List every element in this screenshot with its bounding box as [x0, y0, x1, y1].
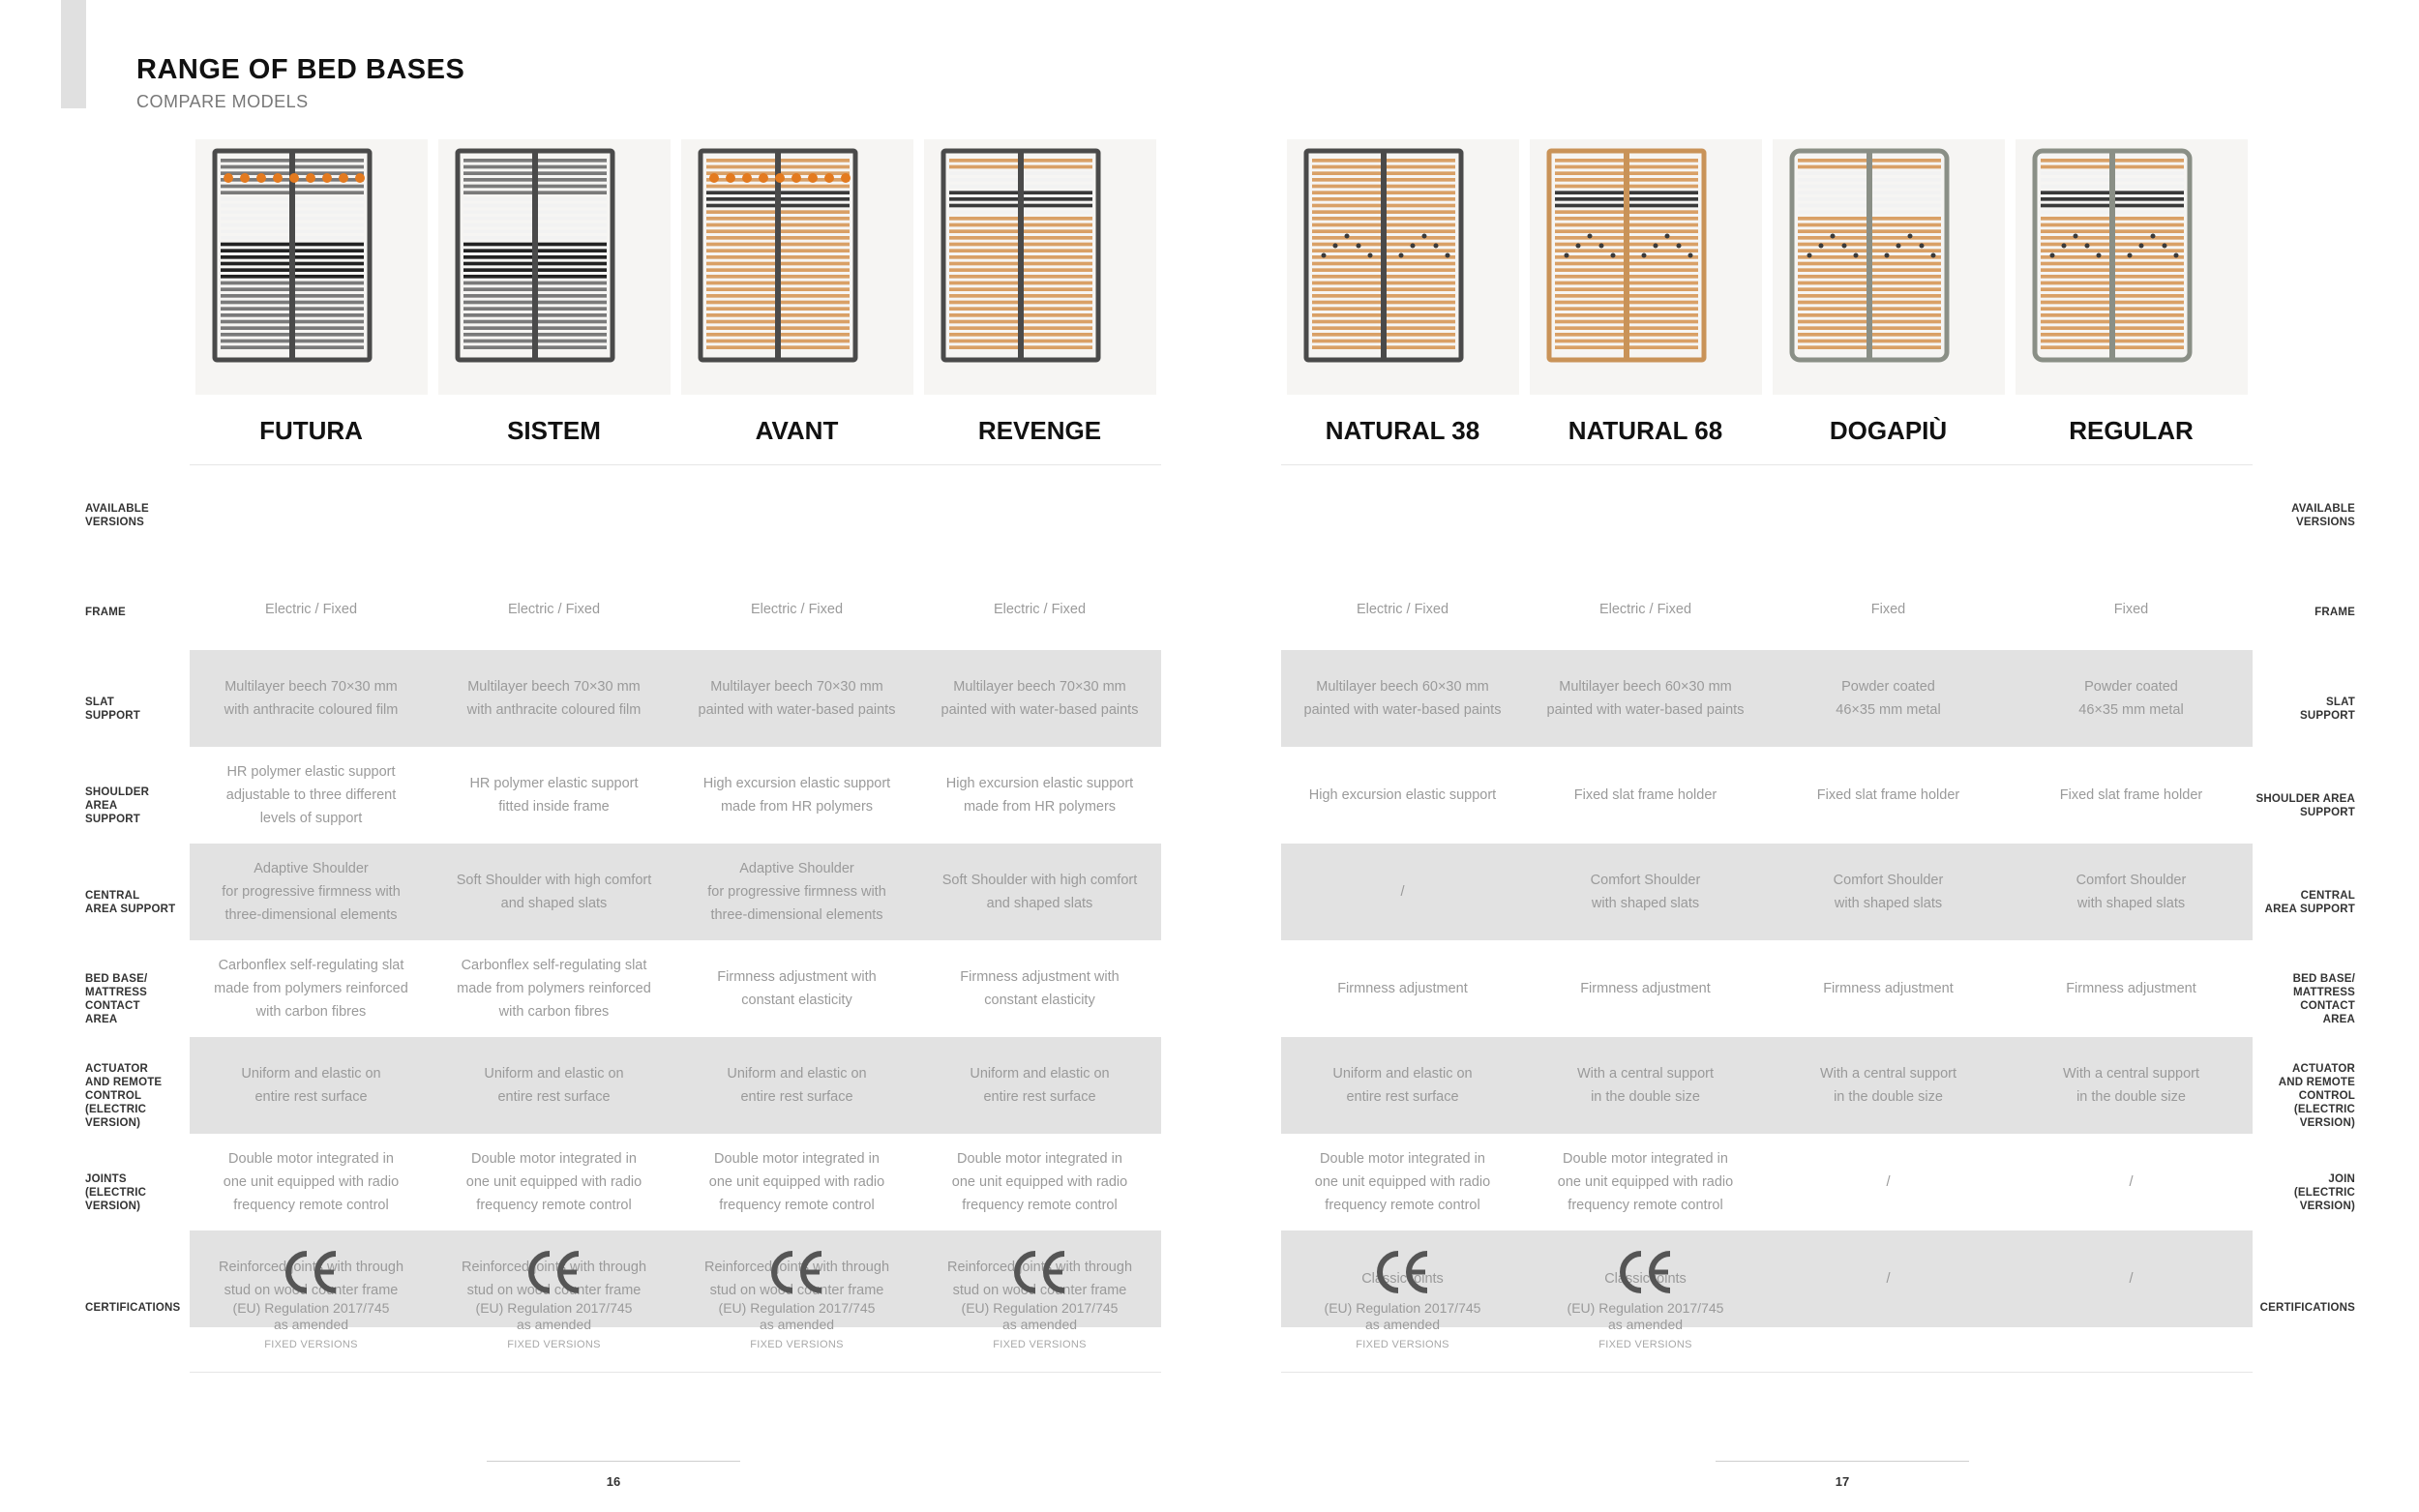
row-label-right: CERTIFICATIONS	[2259, 1302, 2355, 1314]
row-label-left: BED BASE/ MATTRESS CONTACT AREA	[85, 973, 148, 1025]
spec-row	[190, 561, 1161, 658]
spec-cell: Uniform and elastic on entire rest surface	[484, 1066, 624, 1105]
bed-base-illustration	[1287, 139, 1519, 395]
bed-base-image	[924, 139, 1156, 395]
spec-cell: Double motor integrated in one unit equipped with radio frequency remote control	[951, 1151, 1128, 1213]
footer-rule-left	[487, 1461, 740, 1462]
spec-cell: With a central support in the double size	[1819, 1066, 1957, 1105]
spec-cell: Comfort Shoulder with shaped slats	[1590, 873, 1701, 911]
bed-base-image	[1287, 139, 1519, 395]
bed-base-image	[681, 139, 913, 395]
spec-cell: /	[1400, 884, 1405, 900]
certification-note: FIXED VERSIONS	[750, 1339, 844, 1350]
spec-cell: Firmness adjustment with constant elasticity	[960, 969, 1120, 1008]
spec-cell: Reinforced joints with through stud on wood counter frame	[218, 1260, 404, 1298]
page-number-left: 16	[606, 1474, 621, 1489]
model-name: DOGAPIÙ	[1829, 416, 1948, 445]
spec-cell: Fixed slat frame holder	[1816, 787, 1960, 803]
bed-base-illustration	[2016, 139, 2248, 395]
product-image-row	[190, 135, 1161, 399]
row-label-left: AVAILABLE VERSIONS	[85, 503, 149, 528]
spec-cell: Double motor integrated in one unit equipped with radio frequency remote control	[465, 1151, 642, 1213]
spec-cell: Uniform and elastic on entire rest surface	[970, 1066, 1110, 1105]
certification-note: FIXED VERSIONS	[1598, 1339, 1692, 1350]
spec-cell: /	[1886, 1271, 1891, 1287]
spec-cell: With a central support in the double size	[2062, 1066, 2200, 1105]
spec-row	[1281, 1134, 2253, 1230]
header-divider	[190, 464, 1161, 465]
spec-cell: Reinforced joints with through stud on wood counter frame	[946, 1260, 1133, 1298]
model-name-row	[190, 406, 1161, 464]
spec-cell: Classic joints	[1361, 1271, 1444, 1287]
spec-cell: Firmness adjustment	[1580, 981, 1711, 996]
spec-row	[1281, 844, 2253, 940]
row-label-left: FRAME	[85, 607, 126, 618]
spec-row	[1281, 747, 2253, 844]
spec-cell: /	[2129, 1174, 2134, 1190]
certification-cell	[675, 1248, 918, 1350]
spec-cell: Firmness adjustment	[2066, 981, 2196, 996]
certification-note: FIXED VERSIONS	[264, 1339, 358, 1350]
spec-cell: High excursion elastic support made from HR polymers	[702, 776, 891, 815]
certification-cell	[190, 1248, 433, 1350]
spec-cell: Fixed	[1870, 602, 1906, 617]
spec-row	[190, 747, 1161, 844]
bed-base-illustration	[924, 139, 1156, 395]
model-name: NATURAL 38	[1325, 416, 1480, 445]
spec-cell: Electric / Fixed	[507, 602, 601, 617]
certification-regulation: (EU) Regulation 2017/745 as amended	[475, 1300, 633, 1332]
spec-cell: Uniform and elastic on entire rest surface	[241, 1066, 381, 1105]
header-divider	[1281, 464, 2253, 465]
bed-base-illustration	[1773, 139, 2005, 395]
spec-cell: High excursion elastic support	[1308, 787, 1497, 803]
spec-cell: Double motor integrated in one unit equipped with radio frequency remote control	[1314, 1151, 1491, 1213]
certification-cell	[918, 1248, 1161, 1350]
spec-row	[190, 1134, 1161, 1230]
spec-cell: /	[1886, 1174, 1891, 1190]
ce-mark-icon	[282, 1248, 342, 1296]
ce-mark-icon	[1010, 1248, 1070, 1296]
spec-cell: Multilayer beech 60×30 mm painted with water-based paints	[1303, 679, 1502, 718]
ce-mark-icon	[1616, 1248, 1676, 1296]
row-label-left: CENTRAL AREA SUPPORT	[85, 890, 176, 915]
page-title: RANGE OF BED BASES	[136, 54, 465, 85]
spec-cell: Electric / Fixed	[264, 602, 358, 617]
spec-cell: Electric / Fixed	[1598, 602, 1692, 617]
spec-cell: Multilayer beech 70×30 mm painted with water-based paints	[698, 679, 896, 718]
bed-base-image	[1530, 139, 1762, 395]
row-label-left: ACTUATOR AND REMOTE CONTROL (ELECTRIC VERSION)	[85, 1063, 163, 1129]
spec-cell: Multilayer beech 60×30 mm painted with water-based paints	[1546, 679, 1745, 718]
bed-base-image	[1773, 139, 2005, 395]
model-name: AVANT	[755, 416, 839, 445]
certification-note: FIXED VERSIONS	[507, 1339, 601, 1350]
spec-cell: Firmness adjustment	[1337, 981, 1468, 996]
spec-cell: Fixed slat frame holder	[1573, 787, 1717, 803]
certification-divider	[1281, 1372, 2253, 1373]
bed-base-illustration	[438, 139, 671, 395]
bed-base-image	[2016, 139, 2248, 395]
page-subtitle: COMPARE MODELS	[136, 92, 309, 111]
spec-cell: Double motor integrated in one unit equipped with radio frequency remote control	[1557, 1151, 1734, 1213]
row-label-right: SHOULDER AREA SUPPORT	[2255, 793, 2355, 818]
spec-cell: Multilayer beech 70×30 mm painted with water-based paints	[941, 679, 1139, 718]
product-image-row	[1281, 135, 2253, 399]
bed-base-image	[438, 139, 671, 395]
spec-cell: Soft Shoulder with high comfort and shaped slats	[456, 873, 652, 911]
spec-cell: Comfort Shoulder with shaped slats	[2076, 873, 2187, 911]
spec-cell: Powder coated 46×35 mm metal	[1836, 679, 1941, 718]
page-number-right: 17	[1835, 1474, 1850, 1489]
spec-cell: Comfort Shoulder with shaped slats	[1833, 873, 1944, 911]
spec-cell: Reinforced joints with through stud on wood counter frame	[461, 1260, 647, 1298]
certification-cell	[1281, 1248, 1524, 1350]
spec-row	[190, 844, 1161, 940]
spec-cell: HR polymer elastic support adjustable to three different levels of support	[225, 764, 397, 826]
spec-row	[1281, 940, 2253, 1037]
spec-cell: Fixed slat frame holder	[2059, 787, 2203, 803]
spec-cell: Double motor integrated in one unit equipped with radio frequency remote control	[708, 1151, 885, 1213]
spec-cell: Reinforced joints with through stud on wood counter frame	[703, 1260, 890, 1298]
ce-mark-icon	[767, 1248, 827, 1296]
spec-cell: HR polymer elastic support fitted inside frame	[469, 776, 639, 815]
row-label-right: ACTUATOR AND REMOTE CONTROL (ELECTRIC VERSION)	[2278, 1063, 2355, 1129]
model-name-row	[1281, 406, 2253, 464]
certification-regulation: (EU) Regulation 2017/745 as amended	[961, 1300, 1119, 1332]
spec-row	[1281, 561, 2253, 658]
spec-cell: Soft Shoulder with high comfort and shaped slats	[941, 873, 1138, 911]
row-label-left: SLAT SUPPORT	[85, 697, 140, 722]
spec-cell: Multilayer beech 70×30 mm with anthracite coloured film	[466, 679, 642, 718]
certification-cell	[433, 1248, 675, 1350]
spec-cell: Firmness adjustment with constant elasticity	[717, 969, 877, 1008]
ce-mark-icon	[524, 1248, 584, 1296]
spec-cell: Firmness adjustment	[1823, 981, 1954, 996]
model-name: REVENGE	[977, 416, 1102, 445]
page-tab-marker	[61, 0, 86, 108]
row-label-left: SHOULDER AREA SUPPORT	[85, 786, 150, 825]
spec-cell: Multilayer beech 70×30 mm with anthracite coloured film	[224, 679, 399, 718]
spec-cell: Carbonflex self-regulating slat made from polymers reinforced with carbon fibres	[214, 958, 408, 1020]
row-label-right: FRAME	[2314, 607, 2355, 618]
spec-cell: Adaptive Shoulder for progressive firmness with three-dimensional elements	[222, 861, 401, 923]
spec-cell: Adaptive Shoulder for progressive firmness with three-dimensional elements	[707, 861, 886, 923]
certification-divider	[190, 1372, 1161, 1373]
spec-cell: Electric / Fixed	[993, 602, 1087, 617]
spec-row	[190, 650, 1161, 747]
spec-cell: Uniform and elastic on entire rest surface	[1332, 1066, 1473, 1105]
spec-cell: Uniform and elastic on entire rest surface	[727, 1066, 867, 1105]
spec-cell: Electric / Fixed	[750, 602, 844, 617]
row-label-right: JOIN (ELECTRIC VERSION)	[2293, 1173, 2355, 1212]
bed-base-illustration	[195, 139, 428, 395]
spec-row	[190, 1037, 1161, 1134]
model-name: REGULAR	[2069, 416, 2194, 445]
row-label-right: SLAT SUPPORT	[2300, 697, 2355, 722]
bed-base-image	[195, 139, 428, 395]
certification-note: FIXED VERSIONS	[1356, 1339, 1449, 1350]
spec-cell: With a central support in the double size	[1576, 1066, 1715, 1105]
ce-mark-icon	[1373, 1248, 1433, 1296]
spec-cell: Double motor integrated in one unit equipped with radio frequency remote control	[223, 1151, 400, 1213]
spec-cell: Electric / Fixed	[1356, 602, 1449, 617]
model-name: NATURAL 68	[1568, 416, 1723, 445]
row-label-left: JOINTS (ELECTRIC VERSION)	[85, 1173, 147, 1212]
footer-rule-right	[1716, 1461, 1969, 1462]
row-label-left: CERTIFICATIONS	[85, 1302, 181, 1314]
certification-cell	[1524, 1248, 1767, 1350]
certification-regulation: (EU) Regulation 2017/745 as amended	[232, 1300, 390, 1332]
spec-row	[1281, 650, 2253, 747]
row-label-right: AVAILABLE VERSIONS	[2291, 503, 2355, 528]
spec-row	[1281, 1037, 2253, 1134]
spec-cell: Classic joints	[1604, 1271, 1687, 1287]
bed-base-illustration	[681, 139, 913, 395]
certification-regulation: (EU) Regulation 2017/745 as amended	[718, 1300, 876, 1332]
certification-regulation: (EU) Regulation 2017/745 as amended	[1567, 1300, 1724, 1332]
model-name: SISTEM	[507, 416, 601, 445]
spec-cell: Carbonflex self-regulating slat made from polymers reinforced with carbon fibres	[457, 958, 651, 1020]
bed-base-illustration	[1530, 139, 1762, 395]
spec-cell: High excursion elastic support made from HR polymers	[945, 776, 1134, 815]
model-name: FUTURA	[259, 416, 363, 445]
spec-cell: /	[2129, 1271, 2134, 1287]
certification-regulation: (EU) Regulation 2017/745 as amended	[1324, 1300, 1481, 1332]
row-label-right: BED BASE/ MATTRESS CONTACT AREA	[2292, 973, 2355, 1025]
spec-cell: Fixed	[2113, 602, 2149, 617]
row-label-right: CENTRAL AREA SUPPORT	[2264, 890, 2355, 915]
spec-cell: Powder coated 46×35 mm metal	[2078, 679, 2184, 718]
spec-row	[190, 940, 1161, 1037]
certification-note: FIXED VERSIONS	[993, 1339, 1087, 1350]
